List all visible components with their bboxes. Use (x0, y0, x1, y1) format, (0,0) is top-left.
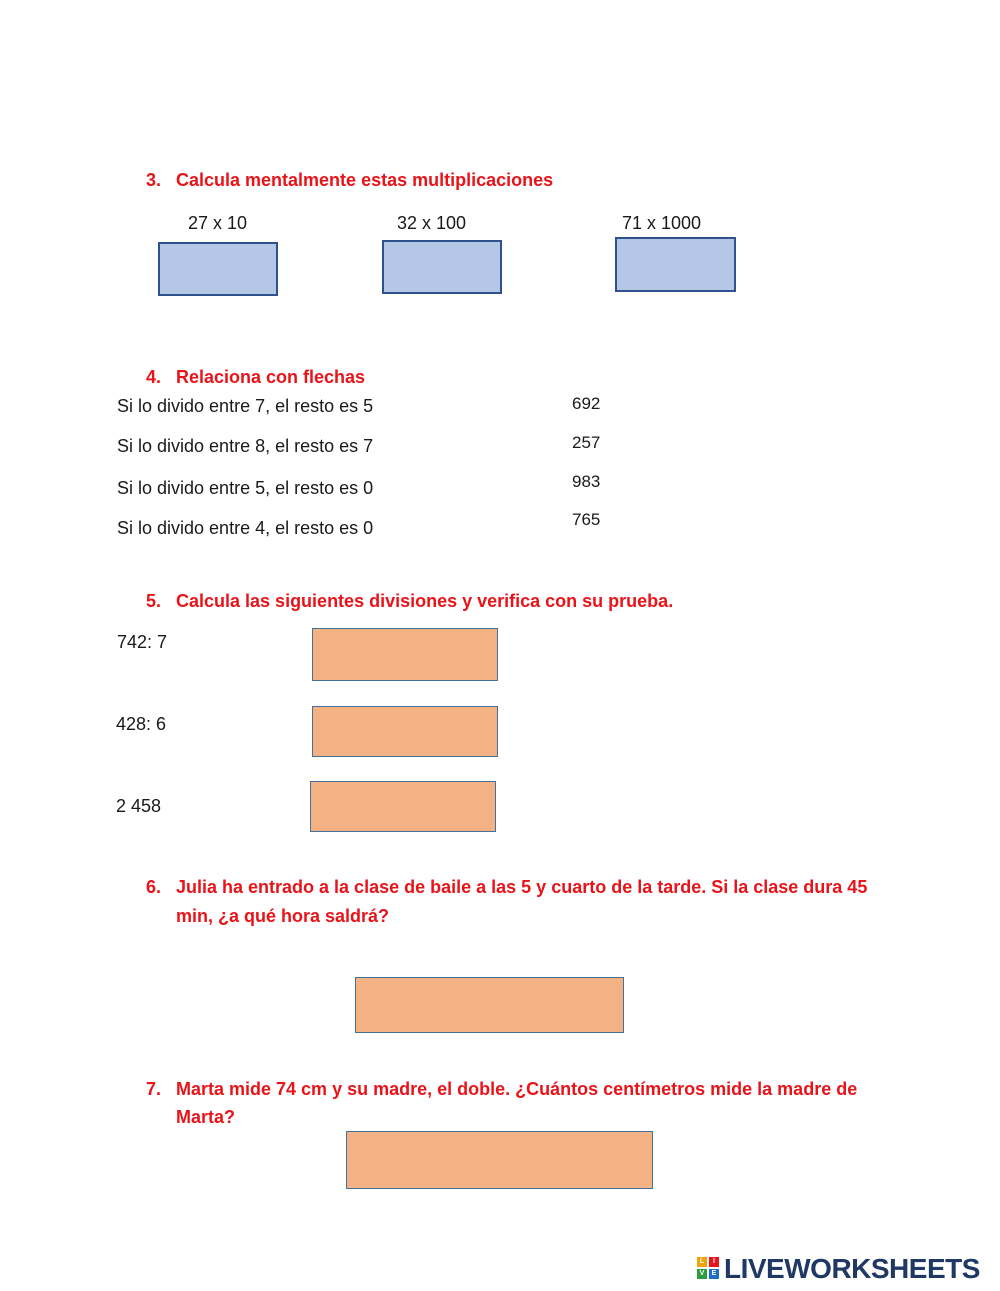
q7-title-line-2: Marta? (176, 1107, 236, 1127)
q5-answer-box-2[interactable] (312, 706, 498, 757)
q3-answer-box-1[interactable] (158, 242, 278, 296)
liveworksheets-logo-text: LIVEWORKSHEETS (724, 1253, 980, 1284)
logo-badge-e: E (709, 1269, 719, 1279)
q3-item-2: 32 x 100 (397, 213, 467, 233)
q4-number-option-2[interactable]: 257 (572, 433, 601, 452)
q3-number: 3. (146, 170, 162, 190)
q6-title-line-1: Julia ha entrado a la clase de baile a las 5 y cuarto de la tarde. Si la clase dura 45 (176, 877, 868, 897)
q3-title: Calcula mentalmente estas multiplicaciones (176, 170, 554, 190)
q5-title: Calcula las siguientes divisiones y verifica con su prueba. (176, 591, 674, 611)
q6-title-line-2: min, ¿a qué hora saldrá? (176, 906, 390, 926)
q4-statement-1[interactable]: Si lo divido entre 7, el resto es 5 (117, 396, 374, 416)
q5-item-2: 428: 6 (116, 714, 167, 734)
q4-title: Relaciona con flechas (176, 367, 366, 387)
q5-item-1: 742: 7 (117, 632, 168, 652)
q3-answer-box-2[interactable] (382, 240, 502, 294)
q7-number: 7. (146, 1079, 162, 1099)
q5-answer-box-3[interactable] (310, 781, 496, 832)
q4-statement-2[interactable]: Si lo divido entre 8, el resto es 7 (117, 436, 374, 456)
logo-badge-i: I (709, 1257, 719, 1267)
q4-statement-4[interactable]: Si lo divido entre 4, el resto es 0 (117, 518, 374, 538)
q4-statement-3[interactable]: Si lo divido entre 5, el resto es 0 (117, 478, 374, 498)
liveworksheets-logo-icon (697, 1257, 721, 1281)
q3-heading (146, 166, 846, 195)
q7-answer-box[interactable] (346, 1131, 653, 1189)
q4-number-option-1[interactable]: 692 (572, 394, 601, 413)
q6-answer-box[interactable] (355, 977, 624, 1033)
logo-badge-l: L (697, 1257, 707, 1267)
q6-number: 6. (146, 877, 162, 897)
q6-heading (146, 873, 906, 902)
q3-item-1: 27 x 10 (188, 213, 248, 233)
q5-item-3: 2 458 (116, 796, 162, 816)
q5-number: 5. (146, 591, 162, 611)
q4-number-option-4[interactable]: 765 (572, 510, 601, 529)
q3-answer-box-3[interactable] (615, 237, 736, 292)
q5-heading (146, 587, 846, 616)
q4-heading (146, 363, 546, 392)
q7-title-line-1: Marta mide 74 cm y su madre, el doble. ¿Cuántos centímetros mide la madre de (176, 1079, 858, 1099)
q7-heading (146, 1075, 906, 1104)
q4-number-option-3[interactable]: 983 (572, 472, 601, 491)
logo-badge-v: V (697, 1269, 707, 1279)
q4-number: 4. (146, 367, 162, 387)
q5-answer-box-1[interactable] (312, 628, 498, 681)
q3-item-3: 71 x 1000 (622, 213, 702, 233)
